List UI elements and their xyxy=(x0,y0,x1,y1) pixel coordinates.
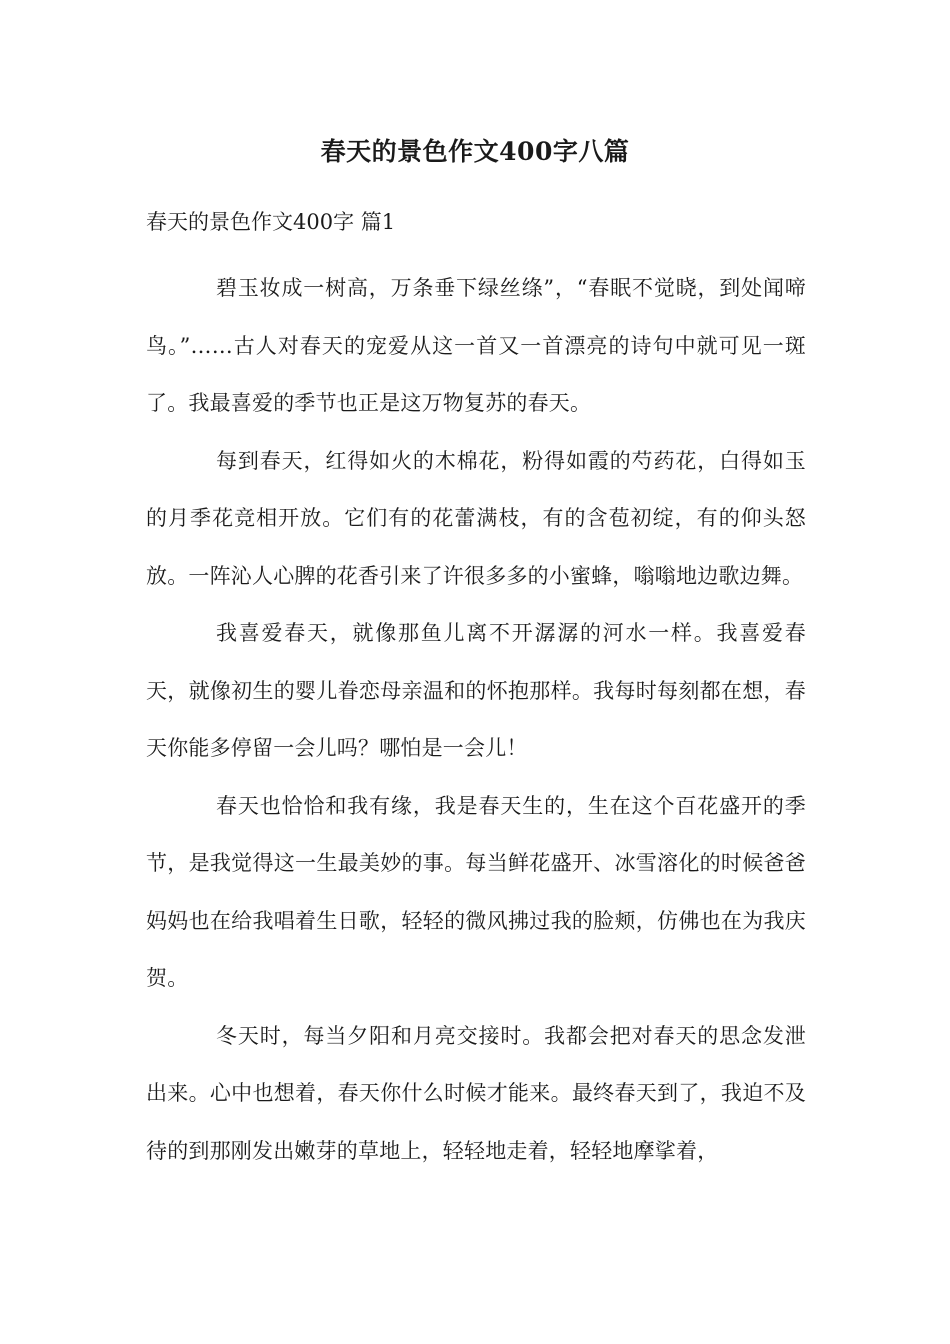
paragraph: 春天也恰恰和我有缘，我是春天生的，生在这个百花盛开的季节，是我觉得这一生最美妙的事。每当鲜花盛开、冰雪溶化的时候爸爸妈妈也在给我唱着生日歌，轻轻的微风拂过我的脸颊，仿佛也在为我庆贺。 xyxy=(146,793,806,990)
paragraph: 每到春天，红得如火的木棉花，粉得如霞的芍药花，白得如玉的月季花竞相开放。它们有的花蕾满枝，有的含苞初绽，有的仰头怒放。一阵沁人心脾的花香引来了许很多多的小蜜蜂，嗡嗡地边歌边舞。 xyxy=(146,448,806,588)
document-body xyxy=(146,260,806,1180)
paragraph: 我喜爱春天，就像那鱼儿离不开潺潺的河水一样。我喜爱春天，就像初生的婴儿眷恋母亲温和的怀抱那样。我每时每刻都在想，春天你能多停留一会儿吗？哪怕是一会儿！ xyxy=(146,621,806,760)
document-title: 春天的景色作文400字八篇 xyxy=(320,137,630,166)
paragraph: 冬天时，每当夕阳和月亮交接时。我都会把对春天的思念发泄出来。心中也想着，春天你什么时候才能来。最终春天到了，我迫不及待的到那刚发出嫩芽的草地上，轻轻地走着，轻轻地摩挲着， xyxy=(146,1023,806,1163)
paragraph: 碧玉妆成一树高，万条垂下绿丝绦”，“春眠不觉晓，到处闻啼鸟。”……古人对春天的宠爱从这一首又一首漂亮的诗句中就可见一斑了。我最喜爱的季节也正是这万物复苏的春天。 xyxy=(146,276,806,415)
section-heading: 春天的景色作文400字 篇1 xyxy=(146,210,396,234)
